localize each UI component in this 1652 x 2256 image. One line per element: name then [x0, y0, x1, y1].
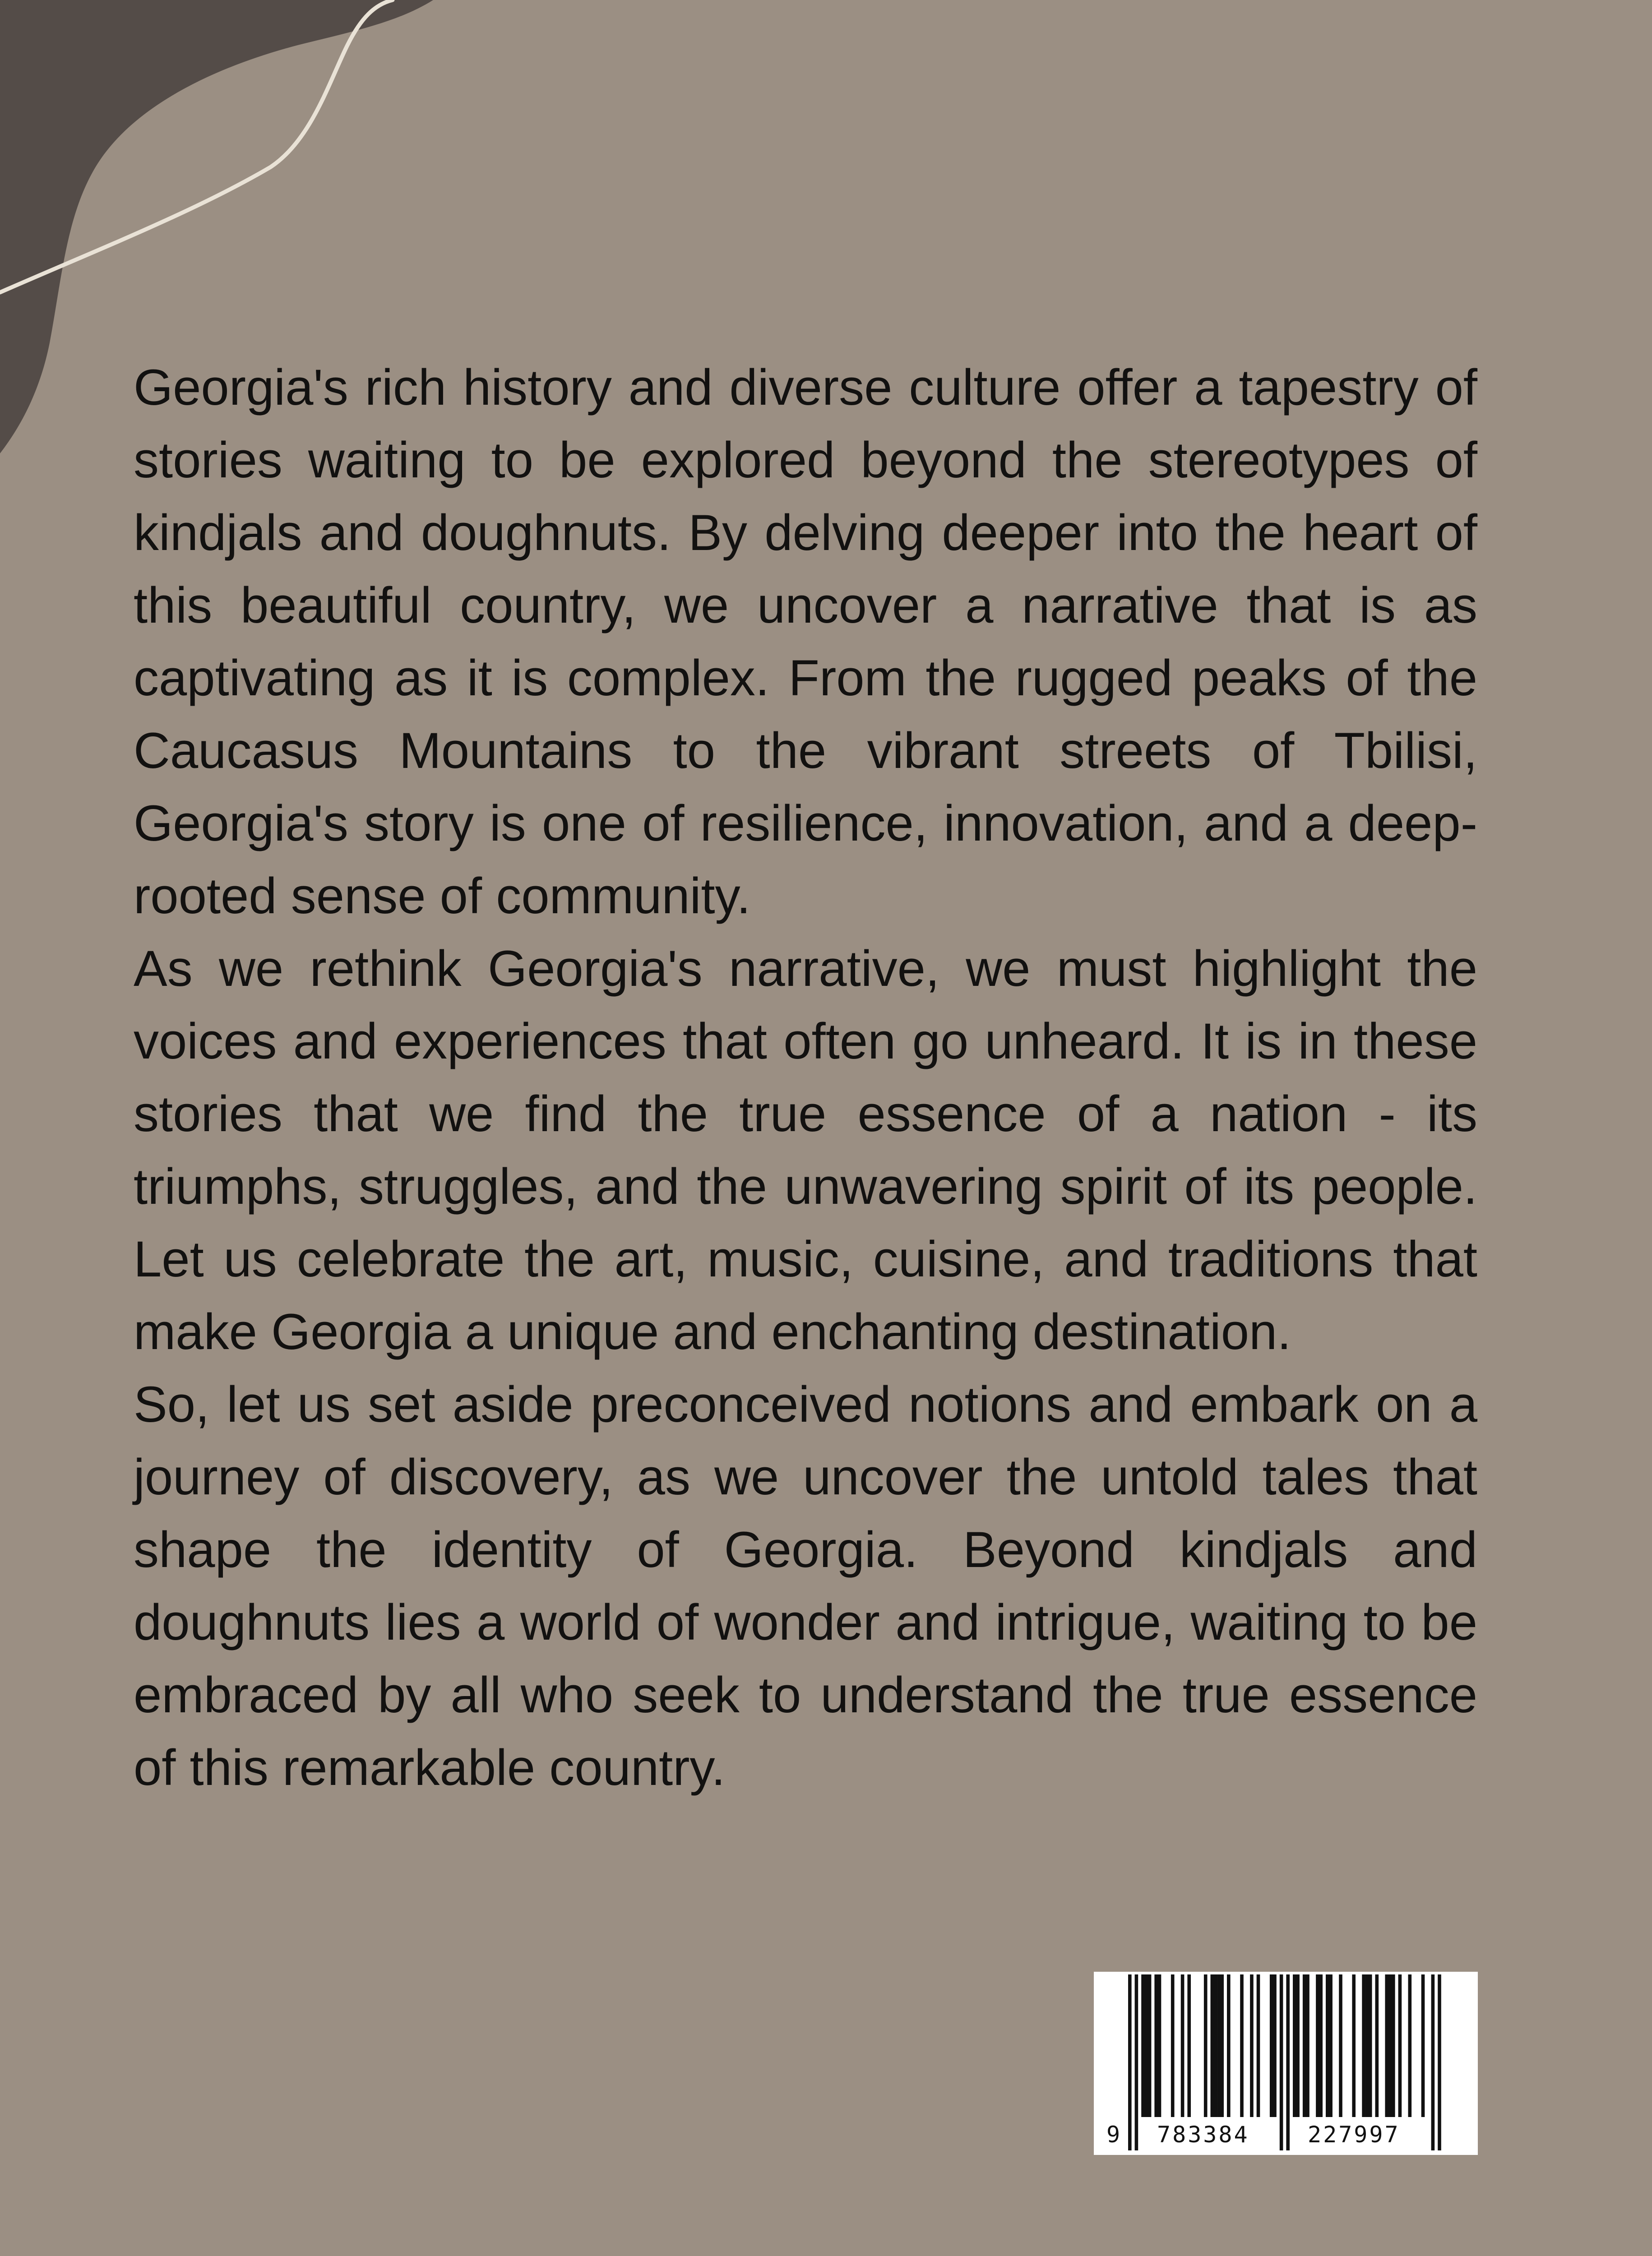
barcode-bar — [1220, 1974, 1224, 2117]
barcode-bar — [1187, 1974, 1191, 2117]
barcode-lead-digit: 9 — [1106, 2122, 1122, 2148]
barcode-bar — [1293, 1974, 1296, 2117]
isbn-barcode — [1094, 1972, 1478, 2155]
barcode-bar — [1217, 1974, 1221, 2117]
barcode-bar — [1362, 1974, 1365, 2117]
barcode-bar — [1145, 1974, 1148, 2117]
barcode-bar — [1316, 1974, 1319, 2117]
barcode-bar — [1339, 1974, 1342, 2117]
barcode-bar — [1211, 1974, 1214, 2117]
barcode-bar — [1270, 1974, 1273, 2117]
barcode-bar — [1365, 1974, 1369, 2117]
blurb-paragraph: So, let us set aside preconceived notions and embark on a journey of discovery, as we uncover the untold tales that shape the identity of Georgia. Beyond kindjals and doughnuts lies a world of wonder and intrigue, waiting to be embraced by all who seek to understand the true essence of this remarkable country. — [134, 1376, 1477, 1796]
barcode-bars — [1094, 1972, 1478, 2155]
barcode-bar — [1214, 1974, 1217, 2117]
barcode-bar — [1158, 1974, 1161, 2117]
barcode-bar — [1431, 1974, 1435, 2150]
barcode-bar — [1303, 1974, 1306, 2117]
barcode-right-digits: 227997 — [1308, 2122, 1400, 2148]
barcode-left-digits: 783384 — [1157, 2122, 1249, 2148]
barcode-bar — [1388, 1974, 1392, 2117]
barcode-bar — [1408, 1974, 1412, 2117]
barcode-bar — [1240, 1974, 1244, 2117]
barcode-bar — [1141, 1974, 1145, 2117]
barcode-bar — [1369, 1974, 1372, 2117]
barcode-bar — [1227, 1974, 1231, 2117]
barcode-bar — [1306, 1974, 1310, 2117]
barcode-bar — [1273, 1974, 1277, 2117]
barcode-bar — [1128, 1974, 1132, 2150]
barcode-bar — [1181, 1974, 1185, 2117]
blurb-paragraph: Georgia's rich history and diverse culture offer a tapestry of stories waiting to be explored beyond the stereotypes of kindjals and doughnuts. By delving deeper into the heart of this beautiful country, we uncover a narrative that is as captivating as it is complex. From the rugged peaks of the Caucasus Mountains to the vibrant streets of Tbilisi, Georgia's story is one of resilience, innovation, and a deep-rooted sense of community. — [134, 359, 1477, 924]
barcode-bar — [1250, 1974, 1254, 2117]
barcode-bar — [1375, 1974, 1379, 2117]
barcode-bar — [1329, 1974, 1333, 2117]
barcode-bar — [1392, 1974, 1395, 2117]
barcode-bar — [1286, 1974, 1290, 2150]
barcode-bar — [1319, 1974, 1323, 2117]
barcode-bar — [1171, 1974, 1175, 2117]
barcode-bar — [1385, 1974, 1388, 2117]
back-cover-blurb — [134, 351, 1477, 1804]
barcode-bar — [1296, 1974, 1300, 2117]
blurb-paragraph: As we rethink Georgia's narrative, we must highlight the voices and experiences that often go unheard. It is in these stories that we find the true essence of a nation - its triumphs, struggles, and the unwavering spirit of its people. Let us celebrate the art, music, cuisine, and traditions that make Georgia a unique and enchanting destination. — [134, 940, 1477, 1360]
barcode-bar — [1326, 1974, 1329, 2117]
barcode-bar — [1148, 1974, 1152, 2117]
barcode-bar — [1421, 1974, 1425, 2117]
barcode-bar — [1135, 1974, 1138, 2150]
barcode-bar — [1280, 1974, 1283, 2150]
barcode-bar — [1154, 1974, 1158, 2117]
barcode-bar — [1352, 1974, 1356, 2117]
barcode-bar — [1398, 1974, 1402, 2117]
barcode-bar — [1257, 1974, 1260, 2117]
barcode-bar — [1204, 1974, 1208, 2117]
barcode-bar — [1438, 1974, 1441, 2150]
